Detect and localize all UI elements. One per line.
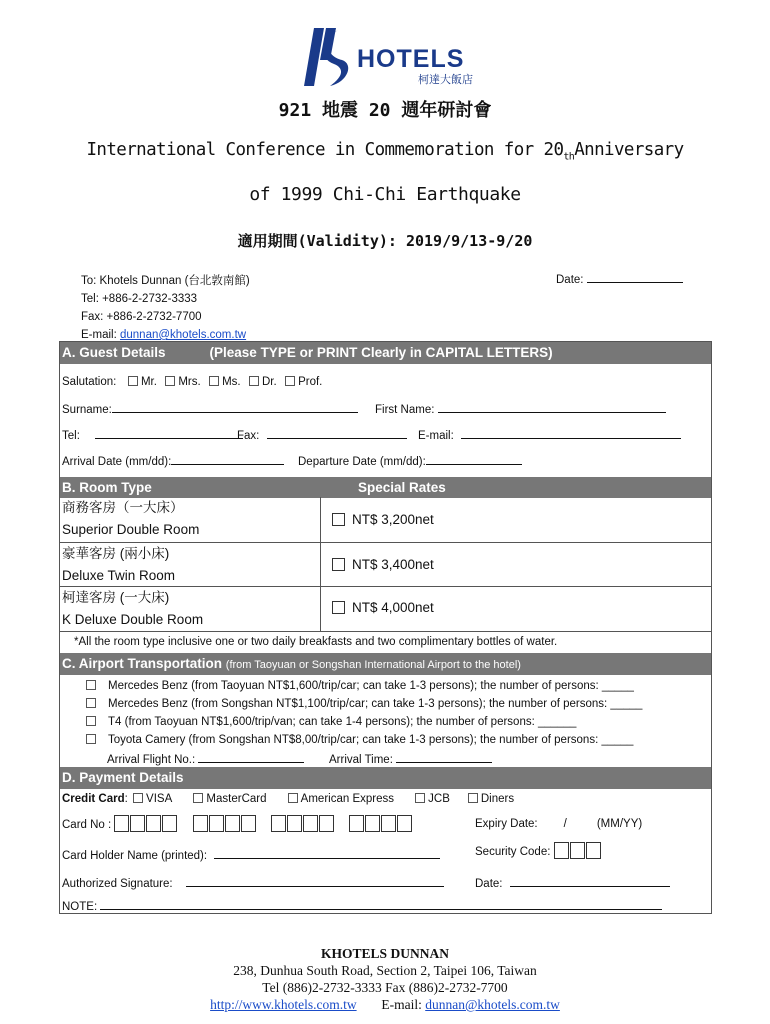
card-number-field[interactable]: Card No : (62, 815, 413, 832)
surname-field[interactable]: Surname: (62, 402, 358, 416)
contact-fax: Fax: +886-2-2732-7700 (81, 311, 202, 323)
card-jcb-checkbox[interactable] (415, 793, 425, 803)
rate-deluxe-twin-option[interactable]: NT$ 3,400net (332, 557, 434, 572)
departure-date-field[interactable]: Departure Date (mm/dd): (298, 454, 522, 468)
rate-superior-option[interactable]: NT$ 3,200net (332, 512, 434, 527)
salutation-mrs-checkbox[interactable] (165, 376, 175, 386)
transport-option-camery-songshan[interactable]: Toyota Camery (from Songshan NT$8,00/trip/car; can take 1-3 persons); the number of persons: _____ (84, 734, 633, 746)
salutation-prof-checkbox[interactable] (285, 376, 295, 386)
room-name-cn: 豪華客房 (兩小床) (62, 546, 170, 561)
khotels-logo-mark (300, 26, 356, 88)
transport-option-benz-songshan[interactable]: Mercedes Benz (from Songshan NT$1,100/trip/car; can take 1-3 persons); the number of persons: _____ (84, 698, 642, 710)
room-row-k-deluxe (60, 586, 711, 631)
footer-links: http://www.khotels.com.tw E-mail: dunnan@khotels.com.tw (210, 997, 560, 1012)
signature-date-field[interactable]: Date: (475, 876, 670, 890)
tel-field[interactable]: Tel: (62, 428, 243, 442)
room-note-row (60, 631, 711, 653)
room-name-cn: 柯達客房 (一大床) (62, 590, 170, 605)
contact-email-row: E-mail: dunnan@khotels.com.tw (81, 329, 247, 341)
validity-period: 適用期間(Validity): 2019/9/13-9/20 (237, 232, 533, 250)
fax-field[interactable]: Fax: (237, 428, 407, 442)
section-b-header: B. Room Type Special Rates (60, 477, 711, 498)
hotel-logo (300, 26, 475, 88)
checkbox-icon[interactable] (86, 734, 96, 744)
title-english-line1: International Conference in Commemoration for 20thAnniversary (86, 140, 684, 163)
salutation-mr-checkbox[interactable] (128, 376, 138, 386)
transport-option-benz-taoyuan[interactable]: Mercedes Benz (from Taoyuan NT$1,600/trip/car; can take 1-3 persons); the number of persons: _____ (84, 680, 634, 692)
rate-checkbox[interactable] (332, 601, 345, 614)
salutation-row: Salutation: Mr. Mrs. Ms. Dr. Prof. (62, 376, 323, 388)
signature-field[interactable]: Authorized Signature: (62, 876, 444, 890)
contact-email-link[interactable]: dunnan@khotels.com.tw (119, 329, 247, 341)
rate-k-deluxe-option[interactable]: NT$ 4,000net (332, 600, 434, 615)
salutation-ms-checkbox[interactable] (209, 376, 219, 386)
credit-card-row: Credit Card: VISA MasterCard American Express JCB Diners (62, 793, 515, 805)
logo-subtitle: 柯達大飯店 (418, 73, 473, 86)
card-diners-checkbox[interactable] (468, 793, 478, 803)
transport-option-t4-taoyuan[interactable]: T4 (from Taoyuan NT$1,600/trip/van; can take 1-4 persons); the number of persons: ______ (84, 716, 576, 728)
room-note: *All the room type inclusive one or two daily breakfasts and two complimentary bottles of water. (74, 636, 558, 648)
security-code-field[interactable]: Security Code: (475, 842, 602, 859)
footer-email-link[interactable]: dunnan@khotels.com.tw (425, 997, 560, 1012)
card-holder-field[interactable]: Card Holder Name (printed): (62, 848, 440, 862)
room-row-superior (60, 497, 711, 542)
room-name-cn: 商務客房（一大床） (62, 500, 184, 515)
footer-address: 238, Dunhua South Road, Section 2, Taipei 106, Taiwan (233, 963, 537, 978)
checkbox-icon[interactable] (86, 698, 96, 708)
title-chinese: 921 地震 20 週年研討會 (278, 100, 492, 121)
date-field[interactable]: Date: (556, 272, 683, 286)
section-d-header: D. Payment Details (60, 767, 711, 789)
room-name-en: K Deluxe Double Room (62, 612, 204, 627)
checkbox-icon[interactable] (86, 716, 96, 726)
note-field[interactable]: NOTE: (62, 899, 662, 913)
card-amex-checkbox[interactable] (288, 793, 298, 803)
room-name-en: Deluxe Twin Room (62, 568, 176, 583)
first-name-field[interactable]: First Name: (375, 402, 666, 416)
section-c-header: C. Airport Transportation (from Taoyuan or Songshan International Airport to the hotel) (60, 653, 711, 675)
arrival-time-field[interactable]: Arrival Time: (329, 752, 492, 766)
footer-phone: Tel (886)2-2732-3333 Fax (886)2-2732-7700 (262, 980, 508, 995)
logo-brand: HOTELS (357, 45, 465, 73)
rate-checkbox[interactable] (332, 513, 345, 526)
checkbox-icon[interactable] (86, 680, 96, 690)
footer-website-link[interactable]: http://www.khotels.com.tw (210, 997, 357, 1012)
expiry-date-field[interactable]: Expiry Date: / (MM/YY) (475, 818, 643, 830)
email-field[interactable]: E-mail: (418, 428, 681, 442)
arrival-flight-field[interactable]: Arrival Flight No.: (107, 752, 304, 766)
contact-block (81, 272, 250, 344)
arrival-date-field[interactable]: Arrival Date (mm/dd): (62, 454, 284, 468)
card-visa-checkbox[interactable] (133, 793, 143, 803)
salutation-dr-checkbox[interactable] (249, 376, 259, 386)
section-a-header: A. Guest Details (Please TYPE or PRINT Clearly in CAPITAL LETTERS) (60, 342, 711, 364)
contact-tel: Tel: +886-2-2732-3333 (81, 293, 198, 305)
room-row-deluxe-twin (60, 542, 711, 586)
title-english-line2: of 1999 Chi-Chi Earthquake (249, 184, 521, 205)
card-mastercard-checkbox[interactable] (193, 793, 203, 803)
footer-hotel-name: KHOTELS DUNNAN (321, 946, 449, 961)
rate-checkbox[interactable] (332, 558, 345, 571)
room-name-en: Superior Double Room (62, 522, 200, 537)
reservation-form (59, 341, 712, 914)
contact-to: To: Khotels Dunnan (台北敦南館) (81, 275, 250, 287)
